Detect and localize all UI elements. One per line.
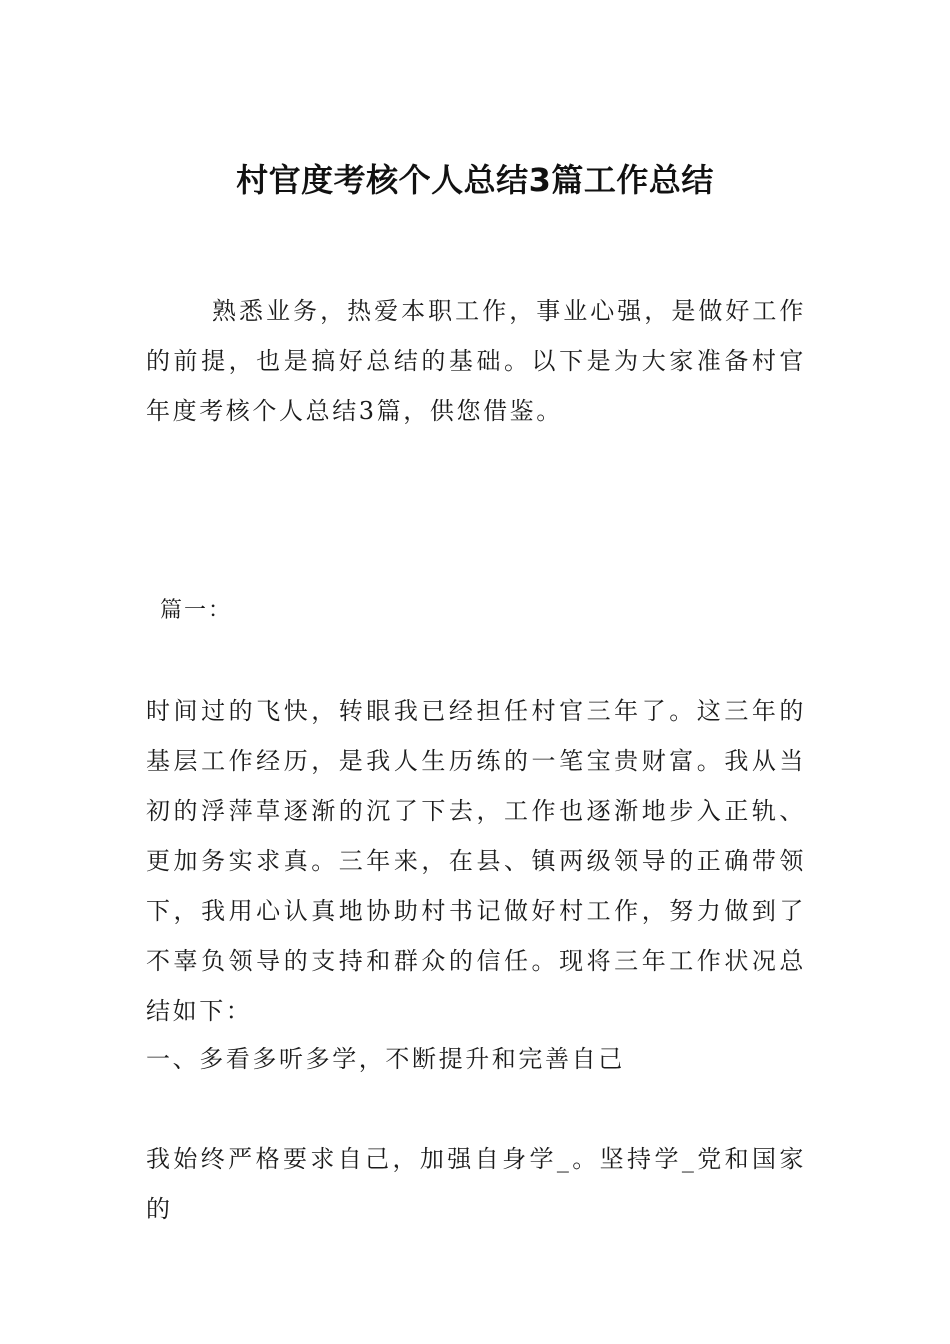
section-label: 篇一： <box>160 598 233 623</box>
document-title: 村官度考核个人总结3篇工作总结 <box>236 161 714 199</box>
section-heading: 一、多看多听多学，不断提升和完善自己 <box>146 1045 625 1073</box>
body-paragraph: 时间过的飞快，转眼我已经担任村官三年了。这三年的基层工作经历，是我人生历练的一笔宝贵财富。我从当初的浮萍草逐渐的沉了下去，工作也逐渐地步入正轨、更加务实求真。三年来，在县、镇两级领导的正确带领下，我用心认真地协助村书记做好村工作，努力做到了不辜负领导的支持和群众的信任。现将三年工作状况总结如下： <box>146 697 806 1025</box>
body-paragraph: 我始终严格要求自己，加强自身学_。坚持学_党和国家的 <box>146 1145 806 1223</box>
intro-paragraph: 熟悉业务，热爱本职工作，事业心强，是做好工作的前提，也是搞好总结的基础。以下是为大家准备村官年度考核个人总结3篇，供您借鉴。 <box>146 297 806 425</box>
